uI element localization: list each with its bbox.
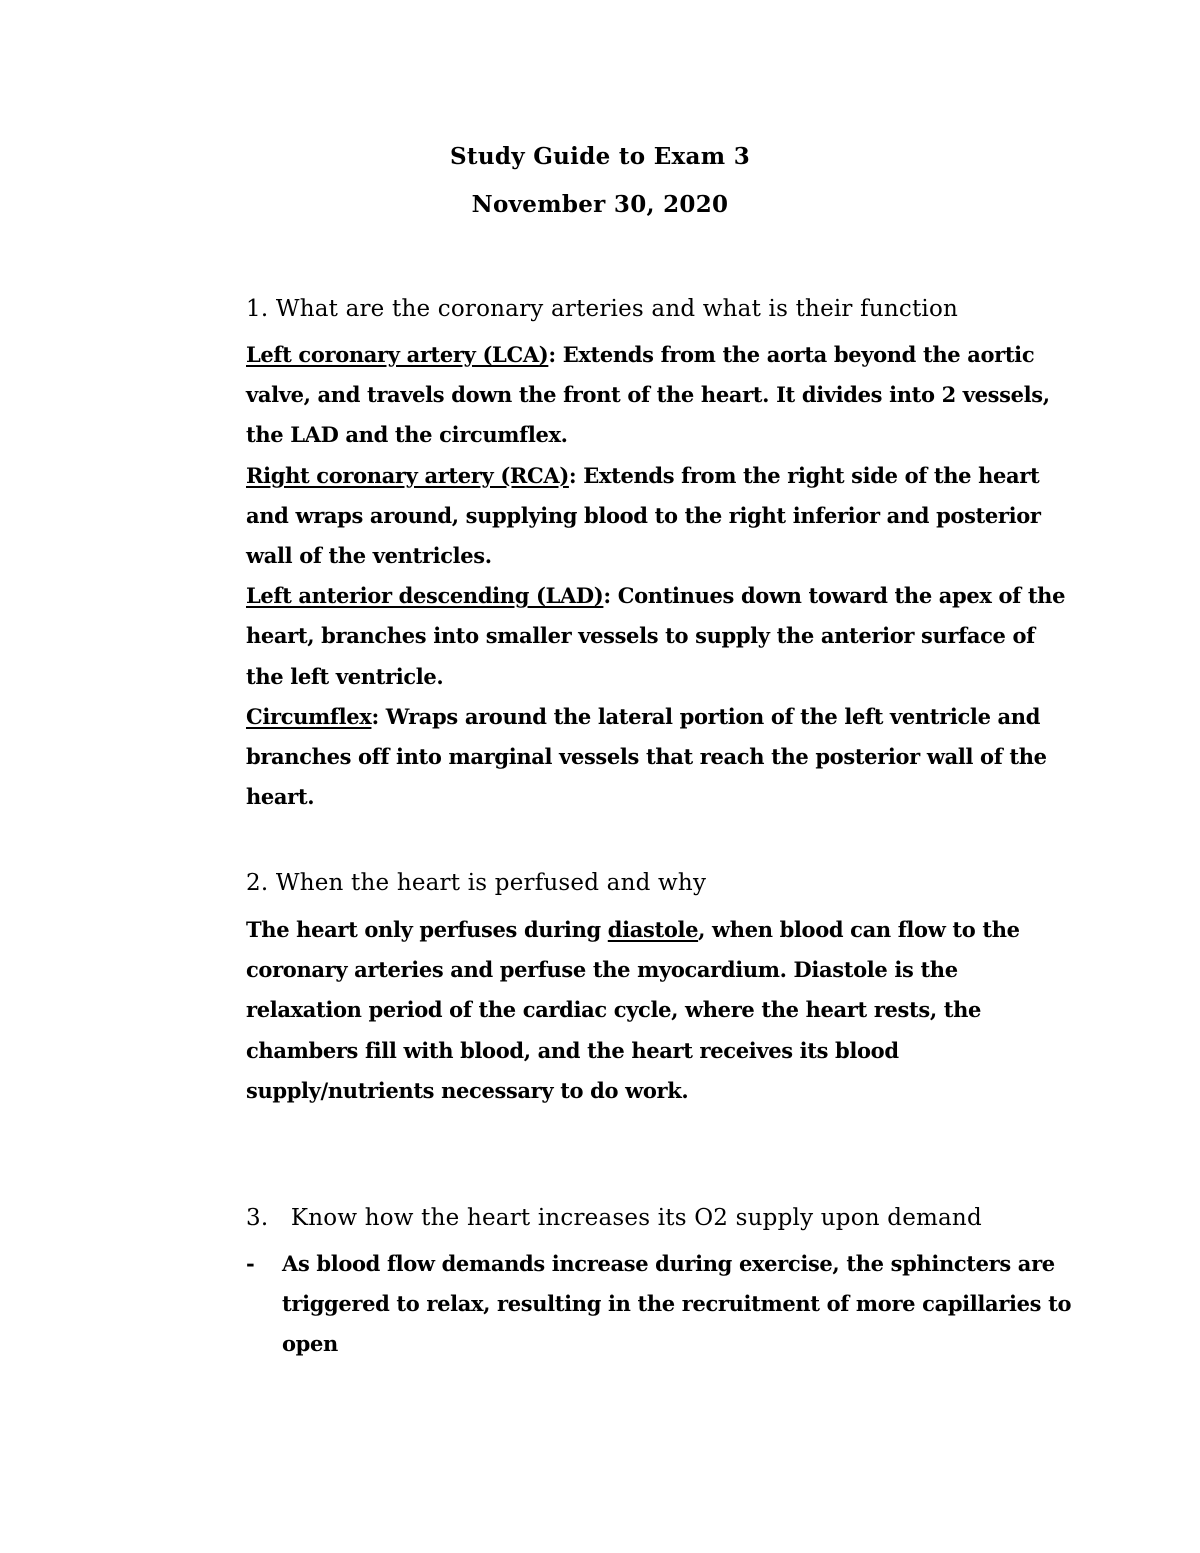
answer-2 — [246, 910, 1076, 1111]
question-2: 2. When the heart is perfused and why — [246, 870, 707, 896]
question-3: 3. Know how the heart increases its O2 supply upon demand — [246, 1205, 982, 1231]
term-rca: Right coronary artery (RCA) — [246, 462, 569, 488]
text-lca: : Extends from the aorta beyond the aortic valve, and travels down the front of the heart. It divides into 2 vessels, the LAD and the circumflex. — [246, 342, 1050, 448]
term-lad: Left anterior descending (LAD) — [246, 583, 604, 609]
text-lad: : Continues down toward the apex of the heart, branches into smaller vessels to supply the anterior surface of the left ventricle. — [246, 583, 1066, 689]
term-diastole: diastole — [607, 917, 699, 942]
entry-rca — [246, 456, 1076, 577]
answer-2-before: The heart only perfuses during — [246, 917, 608, 942]
answer-2-after: , when blood can flow to the coronary arteries and perfuse the myocardium. Diastole is the relaxation period of the cardiac cycle, where the heart rests, the chambers fill with blood, and the heart receives its blood supply/nutrients necessary to do work. — [246, 917, 1020, 1103]
text-rca: : Extends from the right side of the heart and wraps around, supplying blood to the right inferior and posterior wall of the ventricles. — [246, 462, 1041, 569]
bullet-marker: - — [246, 1251, 255, 1276]
term-lca: Left coronary artery (LCA) — [246, 342, 549, 367]
text-circumflex: : Wraps around the lateral portion of the left ventricle and branches off into marginal vessels that reach the posterior wall of the heart. — [246, 703, 1047, 810]
entry-lad — [246, 576, 1076, 697]
document-title: Study Guide to Exam 3 — [450, 143, 750, 170]
document-date: November 30, 2020 — [471, 191, 729, 218]
entry-circumflex — [246, 697, 1076, 818]
term-circumflex: Circumflex — [246, 703, 372, 729]
answer-1 — [246, 335, 1076, 817]
entry-lca — [246, 335, 1076, 456]
bullet-item: As blood flow demands increase during exercise, the sphincters are triggered to relax, resulting in the recruitment of more capillaries to open — [282, 1251, 1072, 1357]
question-1: 1. What are the coronary arteries and what is their function — [246, 296, 959, 322]
